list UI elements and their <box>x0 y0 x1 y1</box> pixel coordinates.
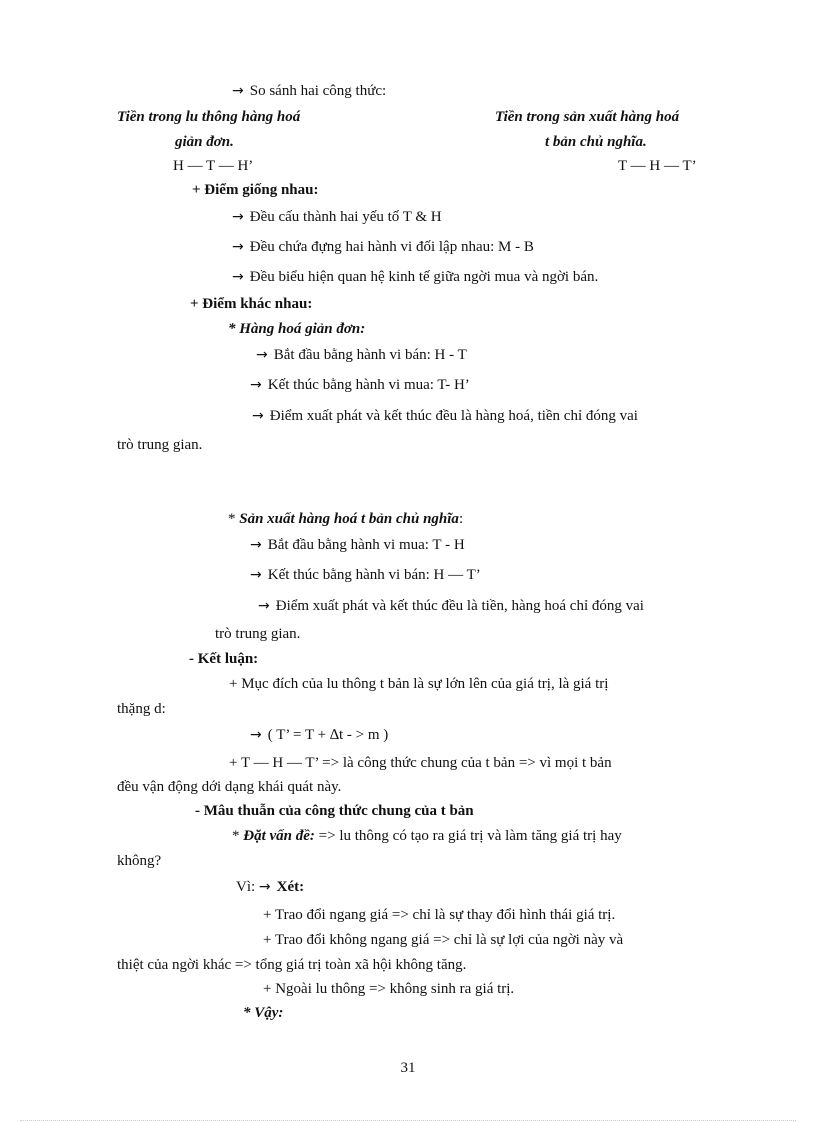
consider-item: + Trao đổi không ngang giá => chỉ là sự lợi của ngời này và <box>263 932 624 948</box>
consider-item: + Trao đổi ngang giá => chỉ là sự thay đổi hình thái giá trị. <box>263 907 616 923</box>
page-number: 31 <box>400 1060 416 1076</box>
arrow-icon: → <box>232 269 244 285</box>
consider-line: Vì: → Xét: <box>236 879 305 895</box>
difference-item: → Điểm xuất phát và kết thúc đều là hàng hoá, tiền chỉ đóng vai <box>252 408 638 424</box>
arrow-icon: → <box>232 209 244 225</box>
paragraph-continuation: trò trung gian. <box>215 626 301 642</box>
capitalist-production-heading: * Sản xuất hàng hoá t bản chủ nghĩa: <box>228 511 464 527</box>
arrow-icon: → <box>250 537 262 553</box>
conclusion-text: + T — H — T’ => là công thức chung của t bản => vì mọi t bản <box>229 755 612 771</box>
difference-item: → Bắt đầu bằng hành vi bán: H - T <box>256 347 467 363</box>
arrow-icon: → <box>232 239 244 255</box>
left-formula: H — T — H’ <box>173 158 254 174</box>
left-column-subtitle: giản đơn. <box>175 134 234 150</box>
arrow-icon: → <box>258 879 271 895</box>
differences-heading: + Điểm khác nhau: <box>190 296 313 312</box>
similarity-item: → Đều cấu thành hai yếu tố T & H <box>232 209 442 225</box>
conclusion-text: thặng d: <box>117 701 166 717</box>
arrow-icon: → <box>256 347 268 363</box>
footer-divider <box>20 1120 796 1121</box>
arrow-icon: → <box>250 377 262 393</box>
compare-heading: → So sánh hai công thức: <box>232 83 387 99</box>
left-column-title: Tiền trong lu thông hàng hoá <box>117 109 301 125</box>
therefore-heading: * Vậy: <box>243 1005 284 1021</box>
contradiction-heading: - Mâu thuẫn của công thức chung của t bản <box>195 803 474 819</box>
conclusion-text: đều vận động dới dạng khái quát này. <box>117 779 342 795</box>
similarity-item: → Đều biểu hiện quan hệ kinh tế giữa ngời mua và ngời bán. <box>232 269 599 285</box>
problem-statement: * Đặt vấn đề: => lu thông có tạo ra giá trị và làm tăng giá trị hay <box>232 828 622 844</box>
right-column-title: Tiền trong sản xuất hàng hoá <box>495 109 680 125</box>
arrow-icon: → <box>250 727 262 743</box>
conclusion-heading: - Kết luận: <box>189 651 259 667</box>
difference-item: → Kết thúc bằng hành vi mua: T- H’ <box>250 377 470 393</box>
formula-line: → ( T’ = T + ∆t - > m ) <box>250 727 389 743</box>
right-column-subtitle: t bản chủ nghĩa. <box>545 134 647 150</box>
difference-item: → Điểm xuất phát và kết thúc đều là tiền, hàng hoá chỉ đóng vai <box>258 598 644 614</box>
consider-item: + Ngoài lu thông => không sinh ra giá trị. <box>263 981 515 997</box>
right-formula: T — H — T’ <box>618 158 697 174</box>
paragraph-continuation: thiệt của ngời khác => tổng giá trị toàn xã hội không tăng. <box>117 957 467 973</box>
difference-item: → Bắt đầu bằng hành vi mua: T - H <box>250 537 465 553</box>
arrow-icon: → <box>258 598 270 614</box>
conclusion-text: + Mục đích của lu thông t bản là sự lớn lên của giá trị, là giá trị <box>229 676 609 692</box>
simple-commodity-heading: * Hàng hoá giản đơn: <box>228 321 366 337</box>
paragraph-continuation: không? <box>117 853 162 869</box>
arrow-icon: → <box>232 83 244 99</box>
arrow-icon: → <box>252 408 264 424</box>
paragraph-continuation: trò trung gian. <box>117 437 203 453</box>
arrow-icon: → <box>250 567 262 583</box>
similarities-heading: + Điểm giống nhau: <box>192 182 319 198</box>
difference-item: → Kết thúc bằng hành vi bán: H — T’ <box>250 567 481 583</box>
similarity-item: → Đều chứa đựng hai hành vi đối lập nhau: M - B <box>232 239 534 255</box>
